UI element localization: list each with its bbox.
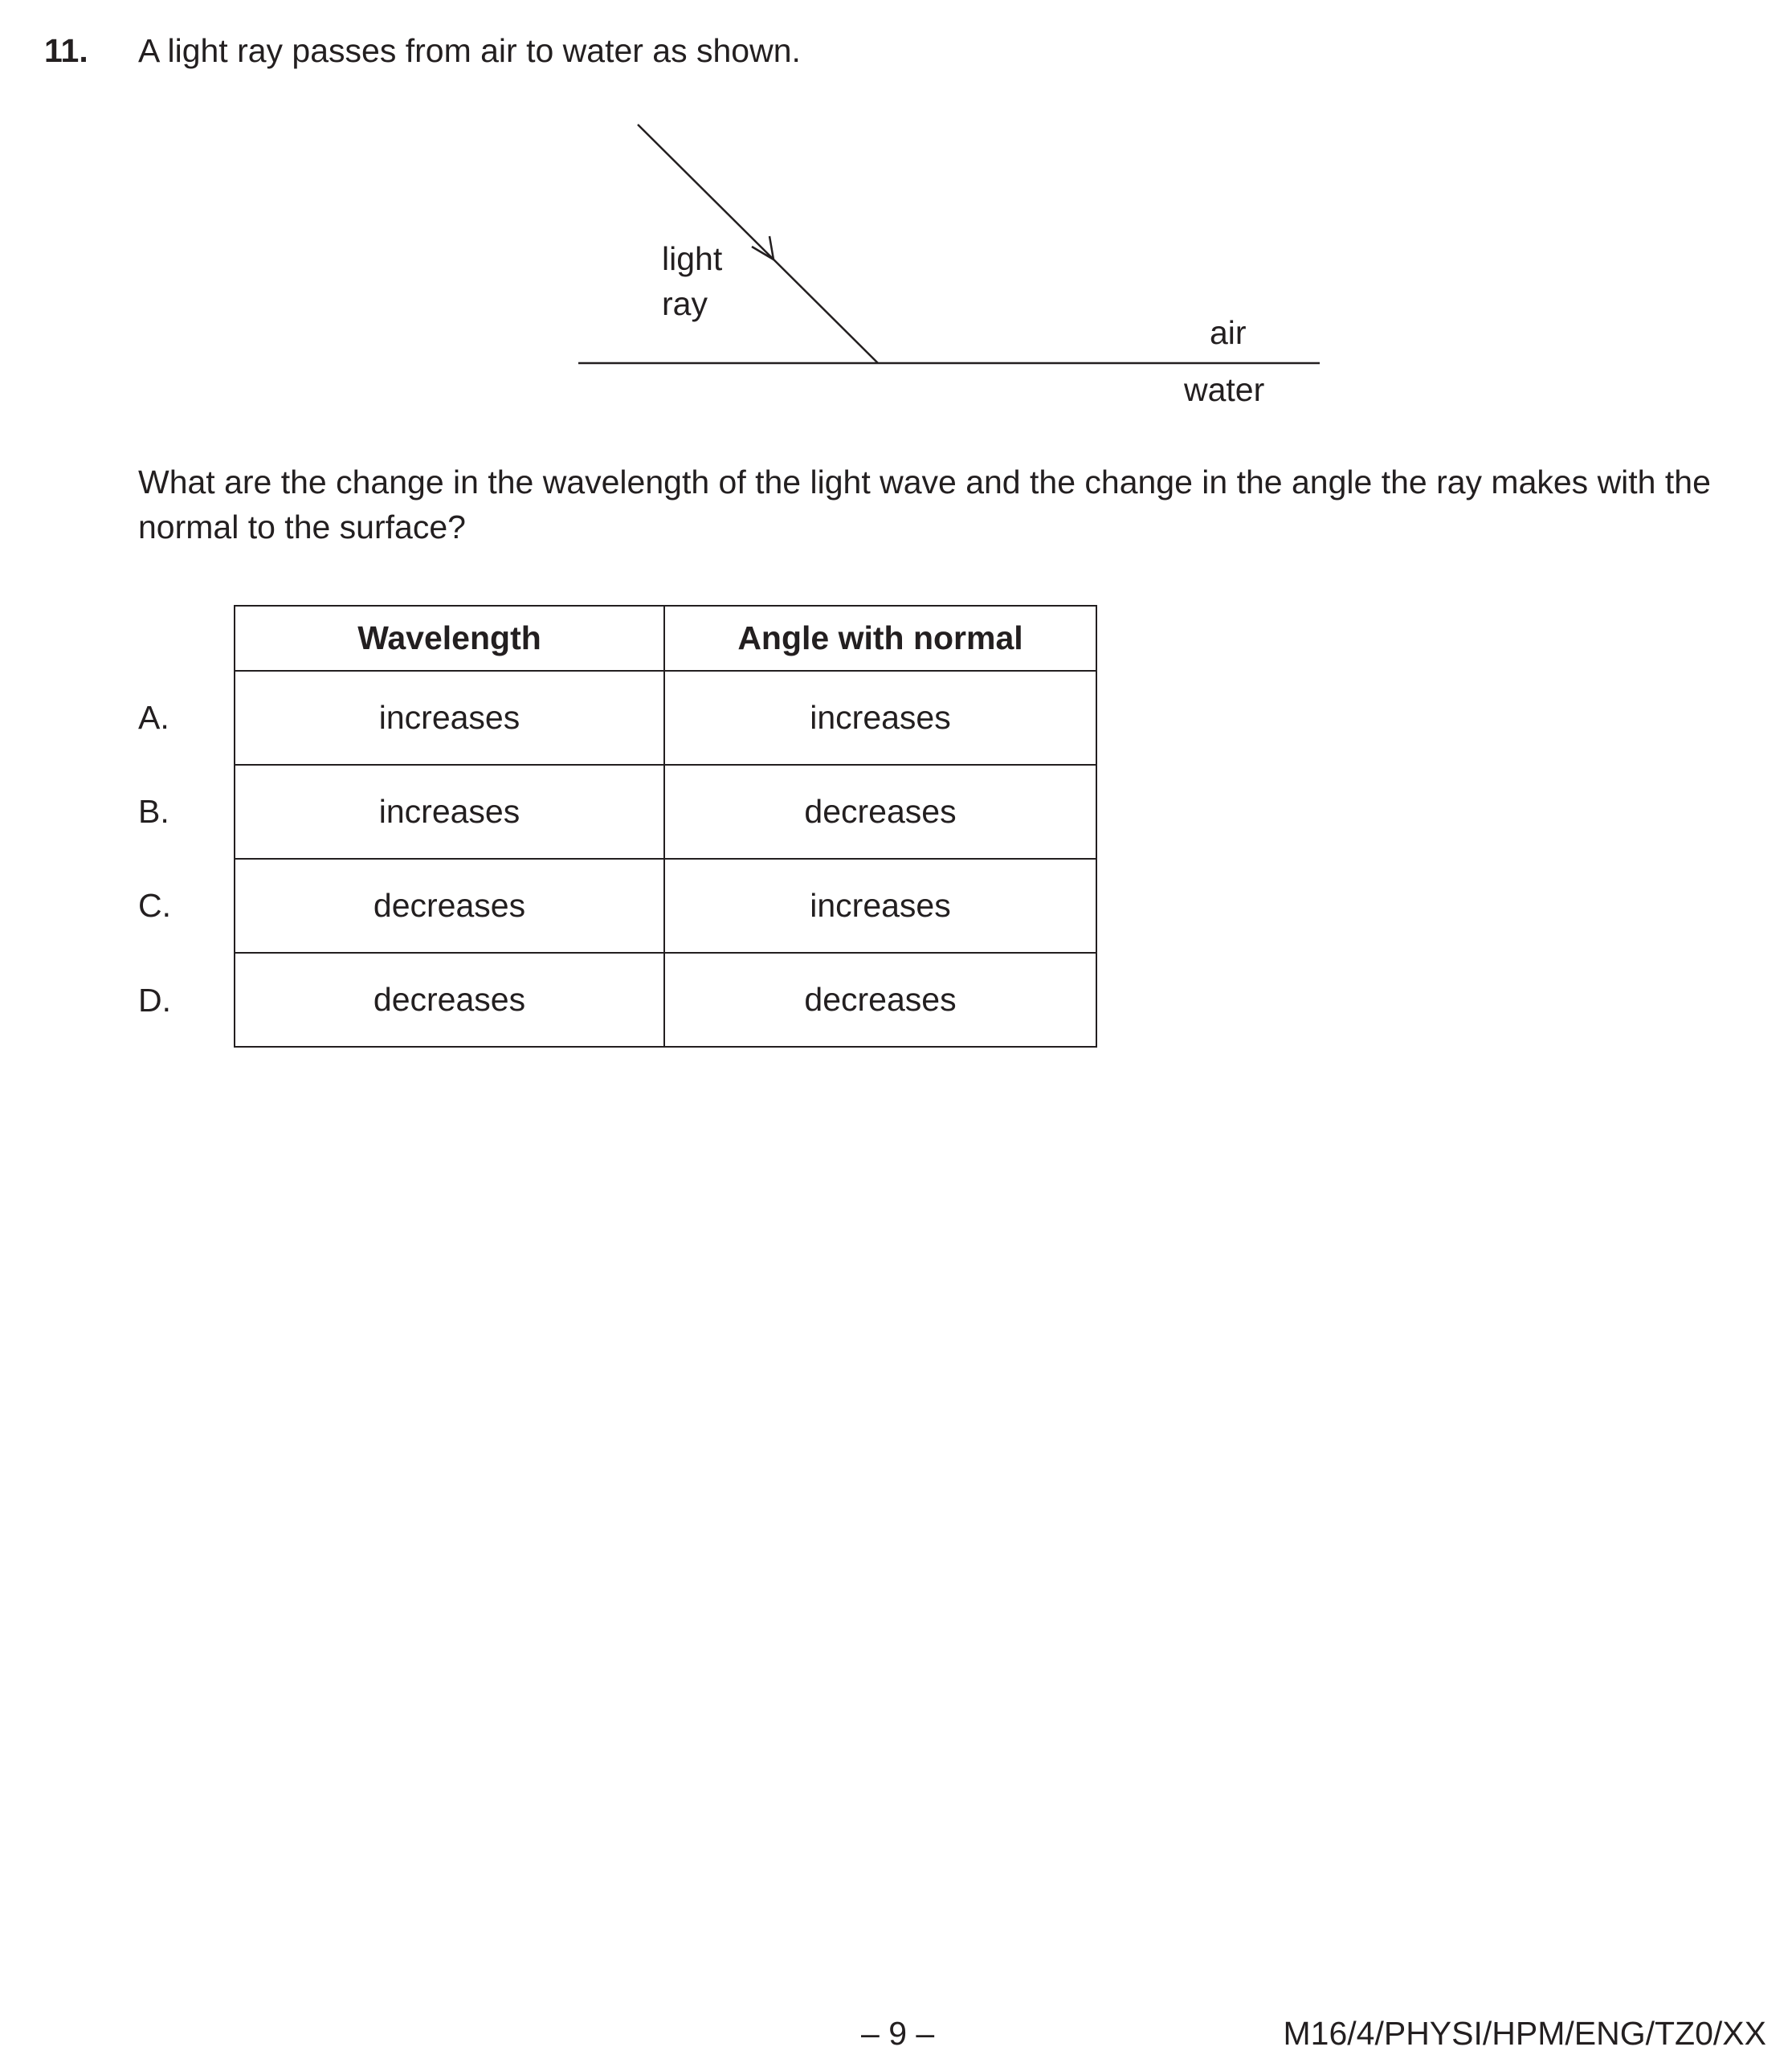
paper-code: M16/4/PHYSI/HPM/ENG/TZ0/XX: [1283, 2015, 1766, 2052]
ray-label-light: light: [662, 240, 723, 277]
medium-label-water: water: [1184, 371, 1265, 408]
medium-label-air: air: [1210, 314, 1247, 351]
refraction-diagram: [0, 0, 1792, 450]
option-label-c: C.: [138, 887, 171, 924]
option-label-a: A.: [138, 699, 169, 736]
header-wavelength: Wavelength: [235, 606, 664, 671]
page-number: – 9 –: [861, 2015, 935, 2052]
table-row: [235, 671, 1096, 765]
ray-label-ray: ray: [662, 285, 708, 322]
option-a-wavelength: increases: [235, 671, 664, 765]
table-row: [235, 859, 1096, 953]
option-b-wavelength: increases: [235, 765, 664, 859]
option-label-b: B.: [138, 793, 169, 830]
table-row: [235, 953, 1096, 1047]
question-number: 11.: [44, 32, 88, 69]
question-prompt: What are the change in the wavelength of the light wave and the change in the angle the ray makes with the normal to the surface?: [138, 464, 1711, 545]
option-a-angle: increases: [664, 671, 1096, 765]
answer-options-table: [234, 605, 1097, 1048]
header-angle-with-normal: Angle with normal: [664, 606, 1096, 671]
question-stem: A light ray passes from air to water as shown.: [138, 32, 801, 69]
table-header-row: [235, 606, 1096, 671]
option-c-wavelength: decreases: [235, 859, 664, 953]
option-d-wavelength: decreases: [235, 953, 664, 1047]
option-b-angle: decreases: [664, 765, 1096, 859]
option-label-d: D.: [138, 982, 171, 1019]
option-d-angle: decreases: [664, 953, 1096, 1047]
option-c-angle: increases: [664, 859, 1096, 953]
table-row: [235, 765, 1096, 859]
